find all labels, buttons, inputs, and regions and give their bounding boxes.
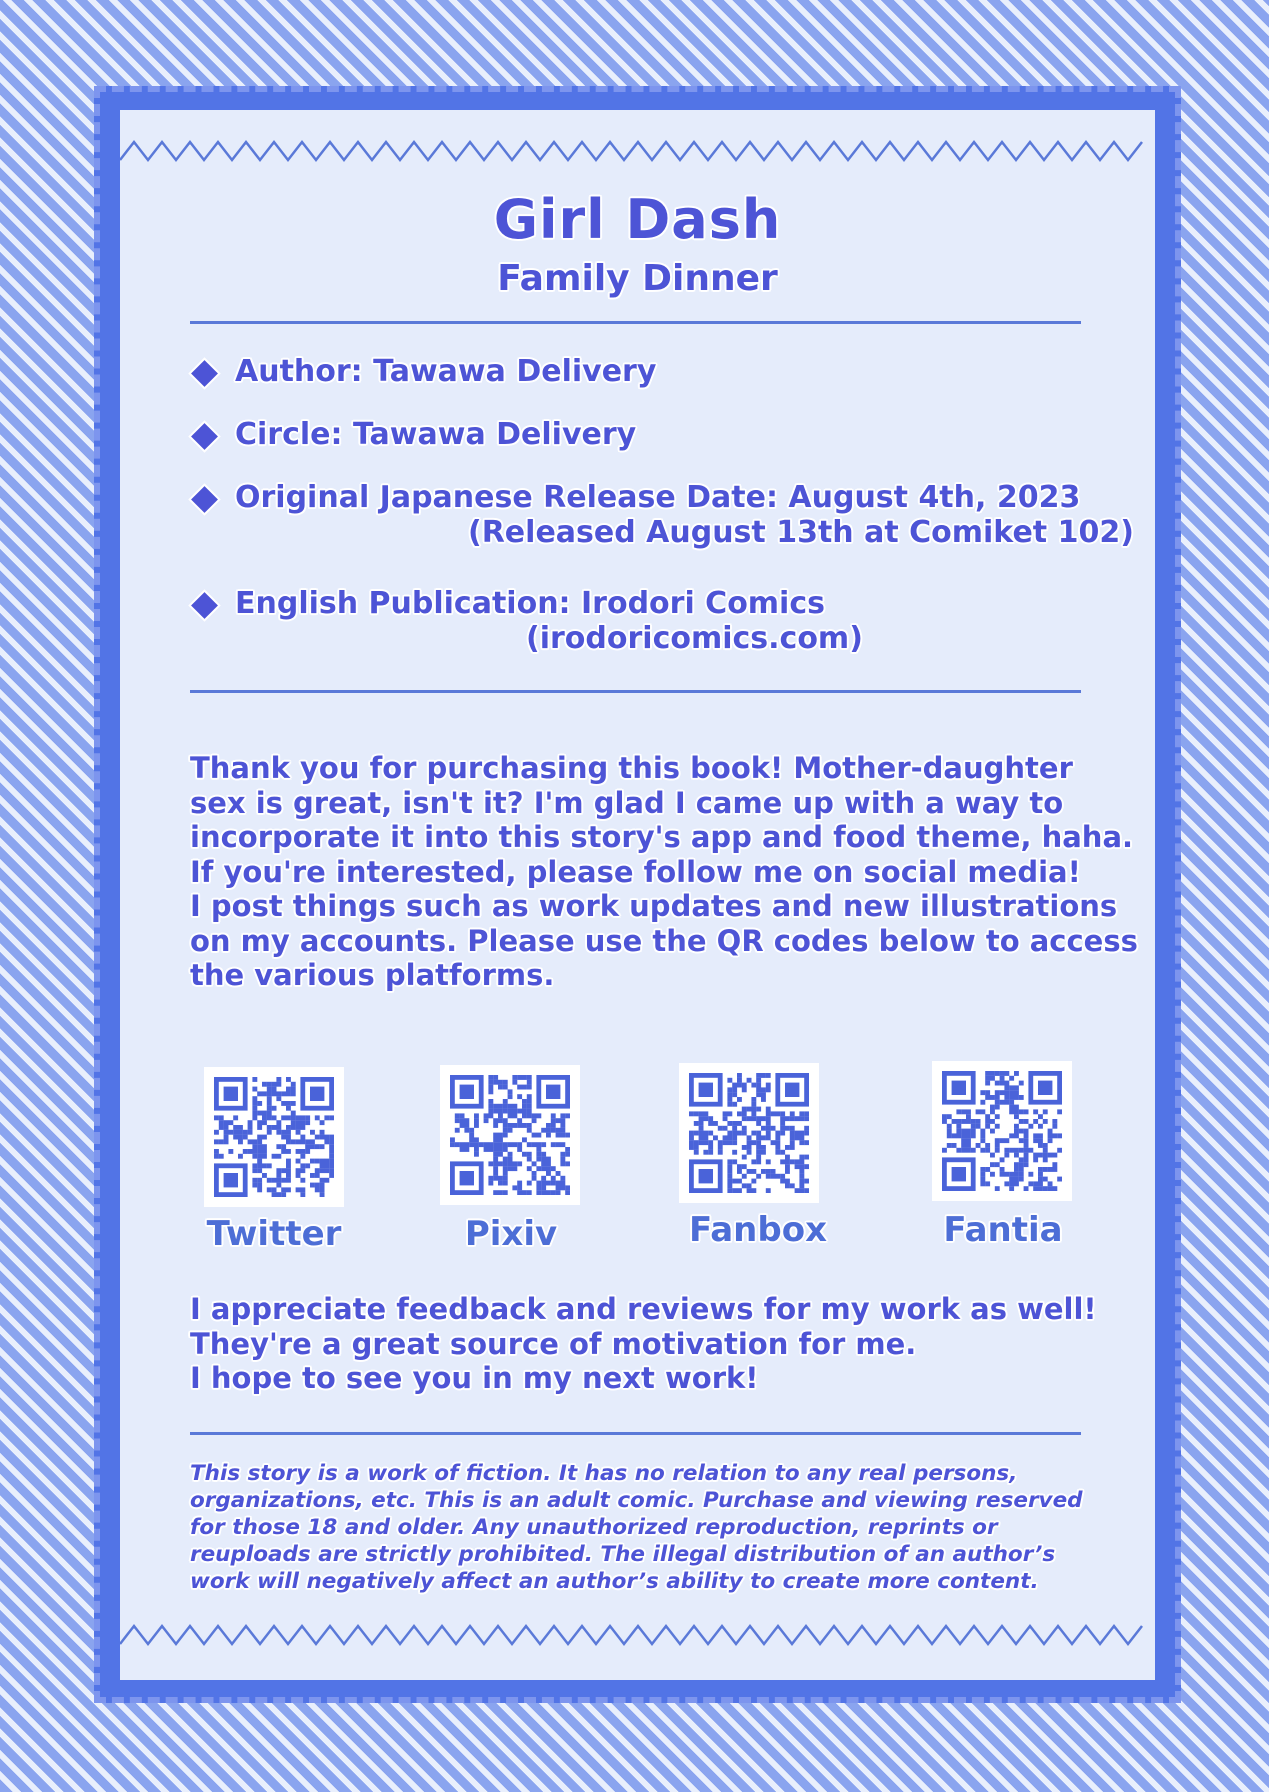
disclaimer-text: This story is a work of fiction. It has no relation to any real persons, organizations, etc. This is an adult comic. Purchase and viewing reserved for those 18 and older. Any unauthorized reproduction, reprints or reuploads are strictly prohibited. The illegal distribution of an author’s work will negatively affect an author’s ability to create more content. bbox=[190, 1461, 1083, 1594]
thank-you-message: Thank you for purchasing this book! Mother-daughter sex is great, isn't it? I'm glad I came up with a way to incorporate it into this story's app and food theme, haha. If you're interested, please follow me on social media! I post things such as work updates and new illustrations on my accounts. Please use the QR codes below to access the various platforms. bbox=[190, 751, 1138, 992]
divider bbox=[190, 1432, 1081, 1435]
qr-label-fanbox: Fanbox bbox=[688, 1210, 827, 1250]
fantia-qr-code[interactable] bbox=[932, 1061, 1072, 1201]
qr-label-pixiv: Pixiv bbox=[464, 1214, 558, 1254]
diamond-bullet-icon bbox=[191, 423, 218, 450]
release-note-line: (Released August 13th at Comiket 102) bbox=[468, 515, 1134, 550]
closing-message: I appreciate feedback and reviews for my work as well! They're a great source of motivation for me. I hope to see you in my next work! bbox=[190, 1292, 1097, 1395]
qr-label-twitter: Twitter bbox=[206, 1214, 342, 1254]
page-subtitle: Family Dinner bbox=[497, 258, 778, 299]
diamond-bullet-icon bbox=[191, 486, 218, 513]
qr-code-icon bbox=[450, 1075, 570, 1195]
divider bbox=[190, 690, 1081, 693]
pixiv-qr-code[interactable] bbox=[440, 1065, 580, 1205]
publication-line: English Publication: Irodori Comics bbox=[235, 586, 825, 621]
qr-label-fantia: Fantia bbox=[943, 1210, 1063, 1250]
diamond-bullet-icon bbox=[191, 360, 218, 387]
credits-panel bbox=[120, 110, 1155, 1680]
qr-code-icon bbox=[214, 1077, 334, 1197]
qr-code-icon bbox=[689, 1073, 809, 1193]
qr-code-icon bbox=[942, 1071, 1062, 1191]
diamond-bullet-icon bbox=[191, 592, 218, 619]
zigzag-border-bottom bbox=[120, 1622, 1155, 1648]
divider bbox=[190, 321, 1081, 324]
circle-line: Circle: Tawawa Delivery bbox=[235, 417, 637, 452]
page-title: Girl Dash bbox=[493, 188, 782, 251]
release-date-line: Original Japanese Release Date: August 4th, 2023 bbox=[235, 480, 1081, 515]
publication-url: (irodoricomics.com) bbox=[526, 621, 863, 656]
fanbox-qr-code[interactable] bbox=[679, 1063, 819, 1203]
twitter-qr-code[interactable] bbox=[204, 1067, 344, 1207]
author-line: Author: Tawawa Delivery bbox=[235, 354, 657, 389]
zigzag-border-top bbox=[120, 138, 1155, 164]
